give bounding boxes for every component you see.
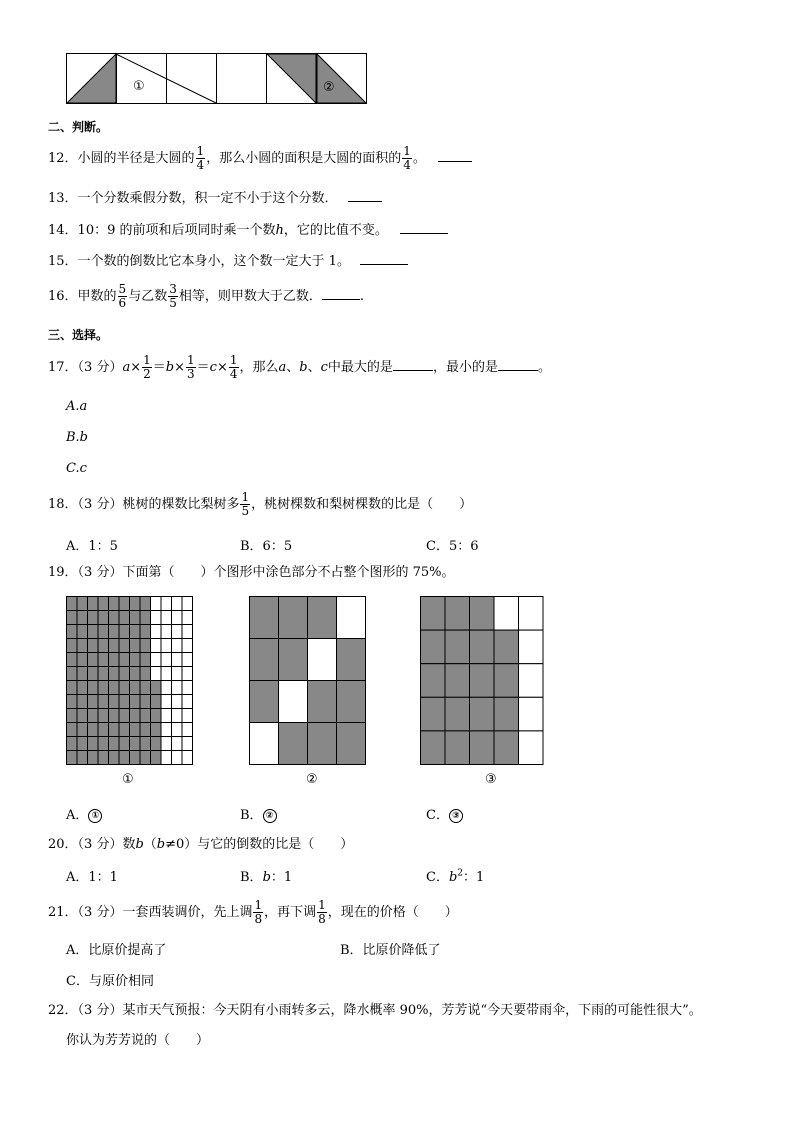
grid-cell <box>130 625 141 639</box>
answer-blank[interactable] <box>360 252 408 265</box>
grid-cell <box>98 611 109 625</box>
grid-cell <box>130 597 141 611</box>
fraction: $\frac{3}{5}$ <box>169 282 177 310</box>
q17-option-a[interactable]: A.a <box>66 399 88 414</box>
grid-cell <box>77 681 88 695</box>
q19-option-c[interactable]: C． ③ <box>426 804 463 823</box>
grid-cell <box>494 630 519 664</box>
grid-cell <box>470 664 495 698</box>
grid-cell <box>470 630 495 664</box>
grid-cell <box>308 639 337 681</box>
grid-cell <box>119 639 130 653</box>
grid-cell <box>421 597 446 631</box>
grid-cell <box>279 723 308 765</box>
question-16: 16．甲数的 $\frac{5}{6}$ 与乙数 $\frac{3}{5}$ 相等，则甲数大于乙数． . <box>48 282 364 310</box>
q18-option-a[interactable]: A．1：5 <box>66 539 118 554</box>
grid-cell <box>130 639 141 653</box>
grid-cell <box>88 751 99 765</box>
grid-cell <box>77 625 88 639</box>
figure-label-1: ① <box>133 79 145 94</box>
grid-cell <box>161 709 172 723</box>
fraction: $\frac{1}{8}$ <box>318 898 326 926</box>
grid-cell <box>77 751 88 765</box>
grid-cell <box>151 751 162 765</box>
grid-cell <box>250 597 279 639</box>
grid-cell <box>161 611 172 625</box>
grid-cell <box>130 695 141 709</box>
grid-cell <box>140 737 151 751</box>
grid-cell <box>119 653 130 667</box>
grid-cell <box>182 611 193 625</box>
grid-cell <box>88 653 99 667</box>
answer-blank[interactable] <box>498 358 538 371</box>
grid-cell <box>172 695 183 709</box>
q21-option-b[interactable]: B．比原价降低了 <box>340 943 441 958</box>
grid-cell <box>161 751 172 765</box>
grid-cell <box>494 664 519 698</box>
grid-cell <box>151 653 162 667</box>
grid-cell <box>109 653 120 667</box>
figure-label-2: ② <box>306 772 318 787</box>
grid-cell <box>140 597 151 611</box>
grid-cell <box>109 667 120 681</box>
grid-cell <box>140 625 151 639</box>
grid-cell <box>77 709 88 723</box>
fraction: $\frac{1}{5}$ <box>241 490 250 518</box>
grid-cell <box>151 695 162 709</box>
grid-cell <box>77 639 88 653</box>
grid-cell <box>279 639 308 681</box>
grid-cell <box>109 625 120 639</box>
grid-cell <box>88 695 99 709</box>
grid-cell <box>67 611 78 625</box>
grid-cell <box>172 611 183 625</box>
grid-cell <box>337 681 366 723</box>
grid-cell <box>161 667 172 681</box>
grid-cell <box>151 681 162 695</box>
grid-cell <box>98 625 109 639</box>
q17-option-c[interactable]: C.c <box>66 461 87 476</box>
grid-cell <box>109 709 120 723</box>
grid-cell <box>182 639 193 653</box>
fraction: $\frac{1}{4}$ <box>403 144 411 172</box>
grid-cell <box>494 731 519 765</box>
grid-cell <box>337 639 366 681</box>
grid-cell <box>98 695 109 709</box>
grid-cell <box>98 709 109 723</box>
question-19: 19．（3 分）下面第（ ）个图形中涂色部分不占整个图形的 75%。 <box>48 565 455 580</box>
q21-option-a[interactable]: A．比原价提高了 <box>66 943 167 958</box>
grid-cell <box>250 639 279 681</box>
grid-cell <box>308 681 337 723</box>
fraction: $\frac{1}{4}$ <box>229 353 238 381</box>
grid-cell <box>130 751 141 765</box>
grid-cell <box>119 695 130 709</box>
grid-cell <box>337 723 366 765</box>
grid-cell <box>98 639 109 653</box>
grid-cell <box>67 667 78 681</box>
grid-cell <box>98 737 109 751</box>
q19-figure-1 <box>66 596 196 766</box>
grid-cell <box>88 667 99 681</box>
fraction: $\frac{1}{3}$ <box>187 353 195 381</box>
q20-option-b[interactable]: B．b：1 <box>240 870 293 885</box>
grid-cell <box>172 751 183 765</box>
grid-cell <box>140 639 151 653</box>
grid-cell <box>140 695 151 709</box>
grid-cell <box>250 681 279 723</box>
grid-cell <box>119 667 130 681</box>
grid-cell <box>77 737 88 751</box>
grid-cell <box>151 737 162 751</box>
grid-cell <box>519 664 544 698</box>
grid-cell <box>130 723 141 737</box>
grid-cell <box>98 723 109 737</box>
grid-cell <box>421 664 446 698</box>
grid-cell <box>98 681 109 695</box>
grid-cell <box>67 681 78 695</box>
grid-cell <box>109 597 120 611</box>
section-title-judge: 二、判断。 <box>48 120 109 134</box>
answer-blank[interactable] <box>393 358 433 371</box>
grid-cell <box>98 667 109 681</box>
grid-cell <box>494 697 519 731</box>
fraction: $\frac{1}{8}$ <box>254 898 263 926</box>
grid-cell <box>130 611 141 625</box>
grid-cell <box>182 723 193 737</box>
grid-cell <box>182 737 193 751</box>
grid-cell <box>151 639 162 653</box>
q21-option-c[interactable]: C．与原价相同 <box>66 974 154 989</box>
grid-cell <box>77 597 88 611</box>
grid-cell <box>67 737 78 751</box>
grid-cell <box>140 667 151 681</box>
grid-cell <box>279 681 308 723</box>
grid-cell <box>119 625 130 639</box>
grid-cell <box>140 751 151 765</box>
grid-cell <box>119 751 130 765</box>
grid-cell <box>119 597 130 611</box>
grid-cell <box>109 737 120 751</box>
grid-cell <box>445 664 470 698</box>
question-13: 13．一个分数乘假分数，积一定不小于这个分数． <box>48 189 382 209</box>
grid-cell <box>119 709 130 723</box>
grid-cell <box>77 611 88 625</box>
grid-cell <box>88 681 99 695</box>
q17-option-b[interactable]: B.b <box>66 430 89 445</box>
grid-cell <box>308 597 337 639</box>
grid-cell <box>109 751 120 765</box>
q18-option-c[interactable]: C．5：6 <box>426 539 479 554</box>
grid-cell <box>337 597 366 639</box>
grid-cell <box>98 751 109 765</box>
grid-cell <box>172 639 183 653</box>
grid-cell <box>182 667 193 681</box>
grid-cell <box>119 723 130 737</box>
question-18: 18．（3 分）桃树的棵数比梨树多 $\frac{1}{5}$ ，桃树棵数和梨树棵数的比是（ ） <box>48 490 473 518</box>
grid-cell <box>140 681 151 695</box>
grid-cell <box>88 737 99 751</box>
grid-cell <box>172 625 183 639</box>
grid-cell <box>77 667 88 681</box>
fraction: $\frac{1}{2}$ <box>143 353 151 381</box>
fraction: $\frac{5}{6}$ <box>118 282 127 310</box>
grid-cell <box>151 611 162 625</box>
grid-cell <box>109 611 120 625</box>
grid-cell <box>182 751 193 765</box>
grid-cell <box>67 625 78 639</box>
grid-cell <box>151 723 162 737</box>
grid-cell <box>470 731 495 765</box>
q18-option-b[interactable]: B．6：5 <box>240 539 293 554</box>
grid-cell <box>161 737 172 751</box>
q19-figure-3 <box>420 596 546 766</box>
grid-cell <box>119 681 130 695</box>
grid-cell <box>151 597 162 611</box>
grid-cell <box>161 723 172 737</box>
grid-cell <box>98 653 109 667</box>
figure-label-2: ② <box>323 80 335 95</box>
grid-cell <box>88 611 99 625</box>
grid-cell <box>88 639 99 653</box>
q20-option-c[interactable]: C．$b^2$：1 <box>426 868 485 885</box>
grid-cell <box>130 667 141 681</box>
grid-cell <box>172 653 183 667</box>
question-22-line2: 你认为芳芳说的（ ） <box>66 1033 210 1048</box>
grid-cell <box>119 737 130 751</box>
grid-cell <box>109 723 120 737</box>
q19-figure-2 <box>249 596 367 766</box>
grid-cell <box>109 695 120 709</box>
answer-blank[interactable] <box>400 221 448 234</box>
grid-cell <box>250 723 279 765</box>
grid-cell <box>67 653 78 667</box>
grid-cell <box>421 630 446 664</box>
grid-cell <box>151 709 162 723</box>
grid-cell <box>470 597 495 631</box>
grid-cell <box>172 667 183 681</box>
grid-cell <box>140 653 151 667</box>
grid-cell <box>519 697 544 731</box>
grid-cell <box>172 597 183 611</box>
grid-cell <box>140 723 151 737</box>
question-17: 17．（3 分）a× $\frac{1}{2}$ ＝b× $\frac{1}{3}$ ＝c× $\frac{1}{4}$ ，那么a、b、c中最大的是 ，最小的是 。 <box>48 353 551 381</box>
grid-cell <box>445 697 470 731</box>
grid-cell <box>172 681 183 695</box>
grid-cell <box>279 597 308 639</box>
answer-blank[interactable] <box>322 287 360 300</box>
grid-cell <box>161 625 172 639</box>
grid-cell <box>308 723 337 765</box>
grid-cell <box>182 695 193 709</box>
grid-cell <box>445 597 470 631</box>
section-title-choice: 三、选择。 <box>48 328 109 342</box>
grid-cell <box>182 681 193 695</box>
q20-option-a[interactable]: A．1：1 <box>66 870 118 885</box>
grid-cell <box>494 597 519 631</box>
grid-cell <box>172 723 183 737</box>
grid-cell <box>172 737 183 751</box>
question-15: 15．一个数的倒数比它本身小，这个数一定大于 1。 <box>48 252 408 272</box>
grid-cell <box>140 709 151 723</box>
grid-cell <box>161 695 172 709</box>
grid-cell <box>421 731 446 765</box>
grid-cell <box>67 597 78 611</box>
grid-cell <box>182 625 193 639</box>
grid-cell <box>519 731 544 765</box>
q19-option-b[interactable]: B． ② <box>240 804 277 823</box>
grid-cell <box>67 709 78 723</box>
question-14: 14．10：9 的前项和后项同时乘一个数h，它的比值不变。 <box>48 221 448 241</box>
grid-cell <box>445 630 470 664</box>
grid-cell <box>88 625 99 639</box>
grid-cell <box>130 681 141 695</box>
grid-cell <box>161 653 172 667</box>
grid-cell <box>109 639 120 653</box>
grid-cell <box>67 695 78 709</box>
grid-cell <box>77 653 88 667</box>
grid-cell <box>445 731 470 765</box>
grid-cell <box>161 681 172 695</box>
grid-cell <box>151 667 162 681</box>
grid-cell <box>140 611 151 625</box>
grid-cell <box>470 697 495 731</box>
grid-cell <box>88 709 99 723</box>
question-12: 12．小圆的半径是大圆的 $\frac{1}{4}$ ，那么小圆的面积是大圆的面积的 $\frac{1}{4}$ 。 <box>48 145 472 172</box>
grid-cell <box>77 695 88 709</box>
q19-option-a[interactable]: A． ① <box>66 804 102 823</box>
grid-cell <box>67 751 78 765</box>
fraction: $\frac{1}{4}$ <box>196 144 205 172</box>
grid-cell <box>182 597 193 611</box>
grid-cell <box>130 737 141 751</box>
top-strip-figure <box>66 53 368 105</box>
grid-cell <box>182 653 193 667</box>
grid-cell <box>421 697 446 731</box>
grid-cell <box>130 653 141 667</box>
grid-cell <box>119 611 130 625</box>
grid-cell <box>151 625 162 639</box>
grid-cell <box>88 723 99 737</box>
grid-cell <box>67 639 78 653</box>
grid-cell <box>130 709 141 723</box>
grid-cell <box>161 597 172 611</box>
answer-blank[interactable] <box>348 189 382 202</box>
grid-cell <box>109 681 120 695</box>
grid-cell <box>172 709 183 723</box>
question-21: 21．（3 分）一套西装调价，先上调 $\frac{1}{8}$ ，再下调 $\frac{1}{8}$ ，现在的价格（ ） <box>48 898 458 926</box>
grid-cell <box>161 639 172 653</box>
grid-cell <box>519 630 544 664</box>
question-20: 20．（3 分）数b（b≠0）与它的倒数的比是（ ） <box>48 837 354 852</box>
question-22-line1: 22．（3 分）某市天气预报：今天阴有小雨转多云，降水概率 90%，芳芳说“今天要带雨伞，下雨的可能性很大”。 <box>48 1003 702 1018</box>
answer-blank[interactable] <box>438 149 472 162</box>
grid-cell <box>67 723 78 737</box>
grid-cell <box>98 597 109 611</box>
figure-label-3: ③ <box>485 772 497 787</box>
grid-cell <box>182 709 193 723</box>
grid-cell <box>77 723 88 737</box>
figure-label-1: ① <box>122 772 134 787</box>
grid-cell <box>88 597 99 611</box>
grid-cell <box>519 597 544 631</box>
